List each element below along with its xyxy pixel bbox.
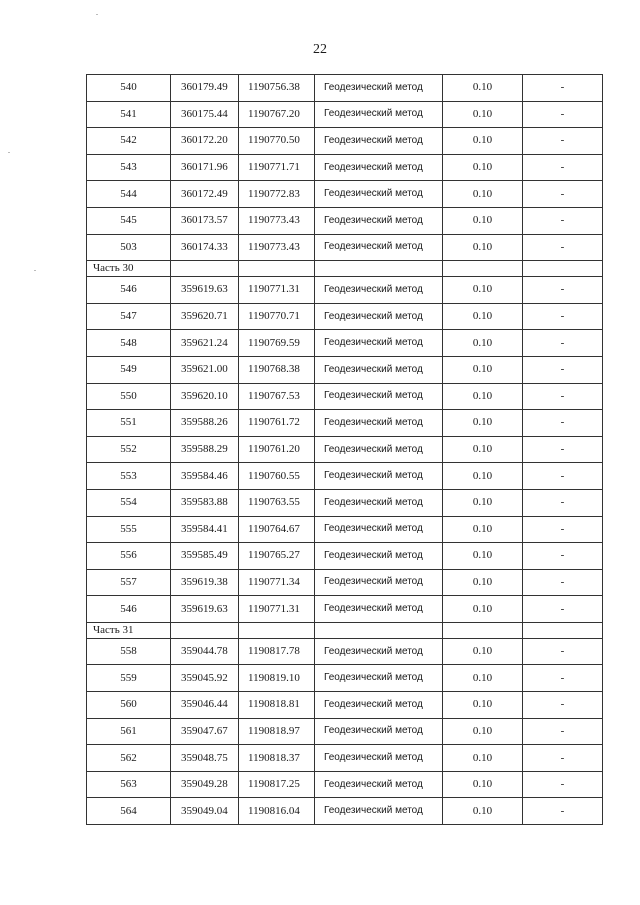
- accuracy-cell: 0.10: [443, 516, 523, 543]
- y-coordinate-cell: 1190819.10: [239, 665, 315, 692]
- scan-speck: [96, 14, 98, 15]
- table-row: [87, 489, 603, 516]
- point-number-cell: 549: [87, 356, 171, 383]
- x-coordinate-cell: 359620.71: [171, 303, 239, 330]
- y-coordinate-cell: 1190769.59: [239, 330, 315, 357]
- point-number-cell: 548: [87, 330, 171, 357]
- table-row: [87, 75, 603, 102]
- note-cell: -: [523, 330, 603, 357]
- point-number-cell: 553: [87, 463, 171, 490]
- table-row: [87, 181, 603, 208]
- table-row: [87, 154, 603, 181]
- point-number-cell: 563: [87, 771, 171, 798]
- accuracy-cell: 0.10: [443, 383, 523, 410]
- note-cell: -: [523, 101, 603, 128]
- y-coordinate-cell: 1190771.31: [239, 596, 315, 623]
- coordinates-table-body: [87, 75, 603, 825]
- section-empty-cell: [523, 261, 603, 277]
- accuracy-cell: 0.10: [443, 303, 523, 330]
- y-coordinate-cell: 1190767.53: [239, 383, 315, 410]
- accuracy-cell: 0.10: [443, 128, 523, 155]
- point-number-cell: 545: [87, 207, 171, 234]
- x-coordinate-cell: 360174.33: [171, 234, 239, 261]
- y-coordinate-cell: 1190771.34: [239, 569, 315, 596]
- accuracy-cell: 0.10: [443, 692, 523, 719]
- accuracy-cell: 0.10: [443, 234, 523, 261]
- x-coordinate-cell: 359621.24: [171, 330, 239, 357]
- table-row: [87, 692, 603, 719]
- note-cell: -: [523, 543, 603, 570]
- y-coordinate-cell: 1190770.71: [239, 303, 315, 330]
- note-cell: -: [523, 638, 603, 665]
- table-row: [87, 745, 603, 772]
- coordinates-table: [86, 74, 603, 825]
- y-coordinate-cell: 1190773.43: [239, 207, 315, 234]
- table-row: [87, 128, 603, 155]
- note-cell: -: [523, 771, 603, 798]
- section-header-row: [87, 622, 603, 638]
- accuracy-cell: 0.10: [443, 489, 523, 516]
- table-row: [87, 718, 603, 745]
- accuracy-cell: 0.10: [443, 543, 523, 570]
- accuracy-cell: 0.10: [443, 596, 523, 623]
- section-empty-cell: [523, 622, 603, 638]
- note-cell: -: [523, 665, 603, 692]
- x-coordinate-cell: 359049.04: [171, 798, 239, 825]
- x-coordinate-cell: 360179.49: [171, 75, 239, 102]
- y-coordinate-cell: 1190817.78: [239, 638, 315, 665]
- y-coordinate-cell: 1190761.20: [239, 436, 315, 463]
- table-row: [87, 234, 603, 261]
- y-coordinate-cell: 1190818.97: [239, 718, 315, 745]
- note-cell: -: [523, 128, 603, 155]
- point-number-cell: 542: [87, 128, 171, 155]
- note-cell: -: [523, 569, 603, 596]
- accuracy-cell: 0.10: [443, 154, 523, 181]
- x-coordinate-cell: 360173.57: [171, 207, 239, 234]
- note-cell: -: [523, 489, 603, 516]
- method-cell: Геодезический метод: [315, 516, 443, 543]
- point-number-cell: 540: [87, 75, 171, 102]
- point-number-cell: 541: [87, 101, 171, 128]
- x-coordinate-cell: 359047.67: [171, 718, 239, 745]
- table-row: [87, 101, 603, 128]
- method-cell: Геодезический метод: [315, 303, 443, 330]
- method-cell: Геодезический метод: [315, 798, 443, 825]
- point-number-cell: 556: [87, 543, 171, 570]
- method-cell: Геодезический метод: [315, 75, 443, 102]
- point-number-cell: 546: [87, 596, 171, 623]
- point-number-cell: 555: [87, 516, 171, 543]
- y-coordinate-cell: 1190768.38: [239, 356, 315, 383]
- x-coordinate-cell: 359044.78: [171, 638, 239, 665]
- section-empty-cell: [443, 261, 523, 277]
- accuracy-cell: 0.10: [443, 798, 523, 825]
- method-cell: Геодезический метод: [315, 543, 443, 570]
- y-coordinate-cell: 1190767.20: [239, 101, 315, 128]
- method-cell: Геодезический метод: [315, 692, 443, 719]
- point-number-cell: 560: [87, 692, 171, 719]
- method-cell: Геодезический метод: [315, 181, 443, 208]
- method-cell: Геодезический метод: [315, 569, 443, 596]
- table-row: [87, 330, 603, 357]
- method-cell: Геодезический метод: [315, 718, 443, 745]
- y-coordinate-cell: 1190818.37: [239, 745, 315, 772]
- x-coordinate-cell: 359045.92: [171, 665, 239, 692]
- x-coordinate-cell: 360172.49: [171, 181, 239, 208]
- point-number-cell: 544: [87, 181, 171, 208]
- table-row: [87, 356, 603, 383]
- method-cell: Геодезический метод: [315, 128, 443, 155]
- point-number-cell: 546: [87, 277, 171, 304]
- y-coordinate-cell: 1190770.50: [239, 128, 315, 155]
- method-cell: Геодезический метод: [315, 463, 443, 490]
- y-coordinate-cell: 1190816.04: [239, 798, 315, 825]
- x-coordinate-cell: 359588.29: [171, 436, 239, 463]
- section-empty-cell: [239, 622, 315, 638]
- point-number-cell: 557: [87, 569, 171, 596]
- x-coordinate-cell: 359585.49: [171, 543, 239, 570]
- x-coordinate-cell: 360172.20: [171, 128, 239, 155]
- y-coordinate-cell: 1190760.55: [239, 463, 315, 490]
- table-row: [87, 303, 603, 330]
- section-header-row: [87, 261, 603, 277]
- point-number-cell: 547: [87, 303, 171, 330]
- method-cell: Геодезический метод: [315, 330, 443, 357]
- accuracy-cell: 0.10: [443, 75, 523, 102]
- section-empty-cell: [443, 622, 523, 638]
- note-cell: -: [523, 207, 603, 234]
- point-number-cell: 552: [87, 436, 171, 463]
- table-row: [87, 463, 603, 490]
- method-cell: Геодезический метод: [315, 410, 443, 437]
- note-cell: -: [523, 798, 603, 825]
- y-coordinate-cell: 1190756.38: [239, 75, 315, 102]
- section-label: Часть 30: [87, 261, 171, 277]
- table-row: [87, 638, 603, 665]
- scan-speck: [34, 270, 36, 271]
- accuracy-cell: 0.10: [443, 101, 523, 128]
- point-number-cell: 558: [87, 638, 171, 665]
- y-coordinate-cell: 1190772.83: [239, 181, 315, 208]
- section-empty-cell: [171, 622, 239, 638]
- note-cell: -: [523, 75, 603, 102]
- x-coordinate-cell: 359619.63: [171, 596, 239, 623]
- note-cell: -: [523, 303, 603, 330]
- method-cell: Геодезический метод: [315, 154, 443, 181]
- x-coordinate-cell: 359588.26: [171, 410, 239, 437]
- method-cell: Геодезический метод: [315, 356, 443, 383]
- y-coordinate-cell: 1190817.25: [239, 771, 315, 798]
- x-coordinate-cell: 359584.46: [171, 463, 239, 490]
- x-coordinate-cell: 359048.75: [171, 745, 239, 772]
- y-coordinate-cell: 1190818.81: [239, 692, 315, 719]
- accuracy-cell: 0.10: [443, 277, 523, 304]
- y-coordinate-cell: 1190763.55: [239, 489, 315, 516]
- note-cell: -: [523, 718, 603, 745]
- accuracy-cell: 0.10: [443, 330, 523, 357]
- method-cell: Геодезический метод: [315, 771, 443, 798]
- y-coordinate-cell: 1190773.43: [239, 234, 315, 261]
- section-label: Часть 31: [87, 622, 171, 638]
- accuracy-cell: 0.10: [443, 436, 523, 463]
- method-cell: Геодезический метод: [315, 489, 443, 516]
- method-cell: Геодезический метод: [315, 745, 443, 772]
- table-row: [87, 383, 603, 410]
- note-cell: -: [523, 745, 603, 772]
- x-coordinate-cell: 359584.41: [171, 516, 239, 543]
- note-cell: -: [523, 596, 603, 623]
- accuracy-cell: 0.10: [443, 638, 523, 665]
- accuracy-cell: 0.10: [443, 181, 523, 208]
- note-cell: -: [523, 154, 603, 181]
- method-cell: Геодезический метод: [315, 436, 443, 463]
- y-coordinate-cell: 1190771.71: [239, 154, 315, 181]
- note-cell: -: [523, 463, 603, 490]
- accuracy-cell: 0.10: [443, 463, 523, 490]
- point-number-cell: 551: [87, 410, 171, 437]
- y-coordinate-cell: 1190761.72: [239, 410, 315, 437]
- x-coordinate-cell: 359620.10: [171, 383, 239, 410]
- accuracy-cell: 0.10: [443, 665, 523, 692]
- table-row: [87, 410, 603, 437]
- point-number-cell: 543: [87, 154, 171, 181]
- point-number-cell: 564: [87, 798, 171, 825]
- section-empty-cell: [315, 622, 443, 638]
- x-coordinate-cell: 359619.38: [171, 569, 239, 596]
- method-cell: Геодезический метод: [315, 101, 443, 128]
- accuracy-cell: 0.10: [443, 718, 523, 745]
- table-row: [87, 277, 603, 304]
- accuracy-cell: 0.10: [443, 771, 523, 798]
- x-coordinate-cell: 359621.00: [171, 356, 239, 383]
- accuracy-cell: 0.10: [443, 569, 523, 596]
- point-number-cell: 554: [87, 489, 171, 516]
- accuracy-cell: 0.10: [443, 410, 523, 437]
- table-row: [87, 771, 603, 798]
- note-cell: -: [523, 692, 603, 719]
- note-cell: -: [523, 383, 603, 410]
- method-cell: Геодезический метод: [315, 665, 443, 692]
- accuracy-cell: 0.10: [443, 356, 523, 383]
- point-number-cell: 561: [87, 718, 171, 745]
- table-row: [87, 543, 603, 570]
- note-cell: -: [523, 410, 603, 437]
- table-row: [87, 665, 603, 692]
- note-cell: -: [523, 516, 603, 543]
- point-number-cell: 503: [87, 234, 171, 261]
- accuracy-cell: 0.10: [443, 207, 523, 234]
- method-cell: Геодезический метод: [315, 596, 443, 623]
- x-coordinate-cell: 360175.44: [171, 101, 239, 128]
- page-number: 22: [313, 42, 327, 57]
- y-coordinate-cell: 1190764.67: [239, 516, 315, 543]
- point-number-cell: 550: [87, 383, 171, 410]
- x-coordinate-cell: 359619.63: [171, 277, 239, 304]
- note-cell: -: [523, 356, 603, 383]
- table-row: [87, 569, 603, 596]
- note-cell: -: [523, 234, 603, 261]
- method-cell: Геодезический метод: [315, 383, 443, 410]
- x-coordinate-cell: 359583.88: [171, 489, 239, 516]
- method-cell: Геодезический метод: [315, 277, 443, 304]
- note-cell: -: [523, 277, 603, 304]
- section-empty-cell: [315, 261, 443, 277]
- section-empty-cell: [239, 261, 315, 277]
- point-number-cell: 559: [87, 665, 171, 692]
- x-coordinate-cell: 360171.96: [171, 154, 239, 181]
- table-row: [87, 436, 603, 463]
- note-cell: -: [523, 181, 603, 208]
- x-coordinate-cell: 359049.28: [171, 771, 239, 798]
- y-coordinate-cell: 1190765.27: [239, 543, 315, 570]
- method-cell: Геодезический метод: [315, 207, 443, 234]
- section-empty-cell: [171, 261, 239, 277]
- note-cell: -: [523, 436, 603, 463]
- accuracy-cell: 0.10: [443, 745, 523, 772]
- point-number-cell: 562: [87, 745, 171, 772]
- table-row: [87, 516, 603, 543]
- table-row: [87, 798, 603, 825]
- table-row: [87, 596, 603, 623]
- x-coordinate-cell: 359046.44: [171, 692, 239, 719]
- table-row: [87, 207, 603, 234]
- y-coordinate-cell: 1190771.31: [239, 277, 315, 304]
- method-cell: Геодезический метод: [315, 638, 443, 665]
- scan-speck: [8, 152, 10, 153]
- method-cell: Геодезический метод: [315, 234, 443, 261]
